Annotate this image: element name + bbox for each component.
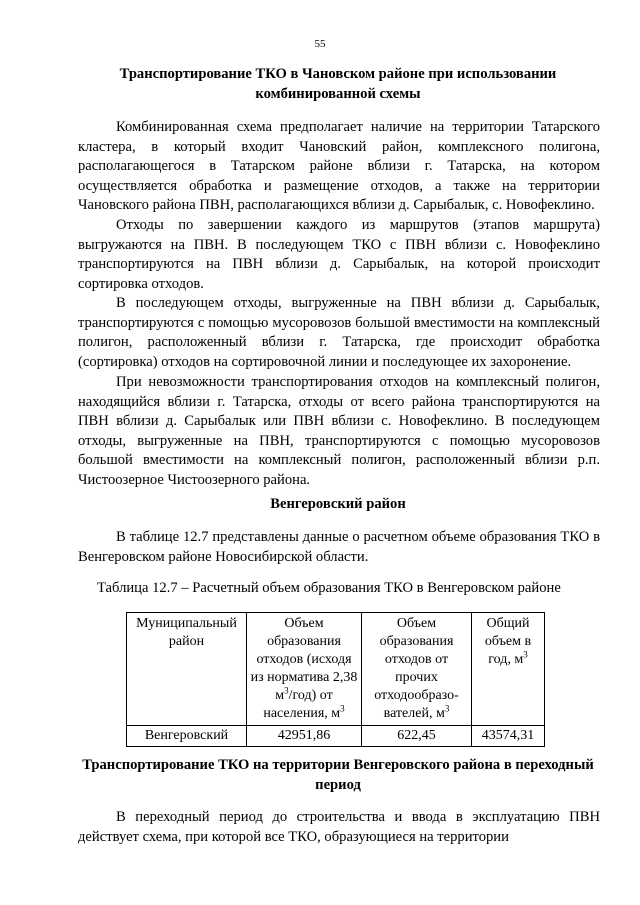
table-caption: Таблица 12.7 – Расчетный объем образования ТКО в Венгеровском районе — [97, 580, 561, 596]
header-total-volume: Общий объем в год, $м^3$ — [472, 613, 545, 726]
header-other-volume: Объем образования отходов от прочих отходообразо-вателей, $м^3$ — [362, 613, 472, 726]
section-heading-vengerovsky: Венгеровский район — [270, 496, 406, 512]
waste-volume-table — [126, 612, 545, 747]
page-number: 55 — [314, 38, 326, 50]
cell-total-volume: 43574,31 — [472, 726, 545, 747]
paragraph-transport-to-landfill: В последующем отходы, выгруженные на ПВН вблизи д. Сарыбалык, транспортируются с помощью мусоровозов большой вместимости на комплексный полигон, расположенный вблизи г. Татарска, где происходит обработка (сортировка) отходов на сортировочной линии и последующее их захоронение. — [78, 295, 600, 370]
cell-other-volume: 622,45 — [362, 726, 472, 747]
cell-district: Венгеровский — [127, 726, 247, 747]
cell-population-volume: 42951,86 — [247, 726, 362, 747]
table-header-row — [127, 613, 545, 726]
table-row — [127, 726, 545, 747]
header-population-volume: Объем образования отходов (исходя из норматива 2,38 $м^3/год$) от населения, $м^3$ — [247, 613, 362, 726]
paragraph-waste-unloading: Отходы по завершении каждого из маршрутов (этапов маршрута) выгружаются на ПВН. В последующем ТКО с ПВН вблизи с. Новофеклино транспортируются на ПВН вблизи д. Сарыбалык, на которой происходит сортировка отходов. — [78, 217, 600, 292]
section-heading-chanovsky: Транспортирование ТКО в Чановском районе при использовании комбинированной схемы — [119, 66, 557, 102]
paragraph-alternative-transport: При невозможности транспортирования отходов на комплексный полигон, находящийся вблизи г. Татарска, отходы от всего района транспортируются на ПВН вблизи д. Сарыбалык или ПВН вблизи с. Новофеклино. В последующем отходы, выгруженные на ПВН, транспортируются с помощью мусоровозов большой вместимости на комплексный полигон, расположенный вблизи р.п. Чистоозерное Чистоозерного района. — [78, 374, 600, 488]
paragraph-table-intro: В таблице 12.7 представлены данные о расчетном объеме образования ТКО в Венгеровском районе Новосибирской области. — [78, 529, 600, 565]
paragraph-combined-scheme: Комбинированная схема предполагает наличие на территории Татарского кластера, в который входит Чановский район, комплексного полигона, располагающегося в Татарском районе вблизи г. Татарска, на котором осуществляется обработка и размещение отходов, а также на территории Чановского района ПВН, располагающихся вблизи д. Сарыбалык, с. Новофеклино. — [78, 119, 600, 214]
paragraph-transition-scheme: В переходный период до строительства и ввода в эксплуатацию ПВН действует схема, при которой все ТКО, образующиеся на территории — [78, 809, 600, 845]
section-heading-transition-period: Транспортирование ТКО на территории Венгеровского района в переходный период — [82, 757, 594, 793]
header-municipal-district: Муниципальный район — [127, 613, 247, 726]
